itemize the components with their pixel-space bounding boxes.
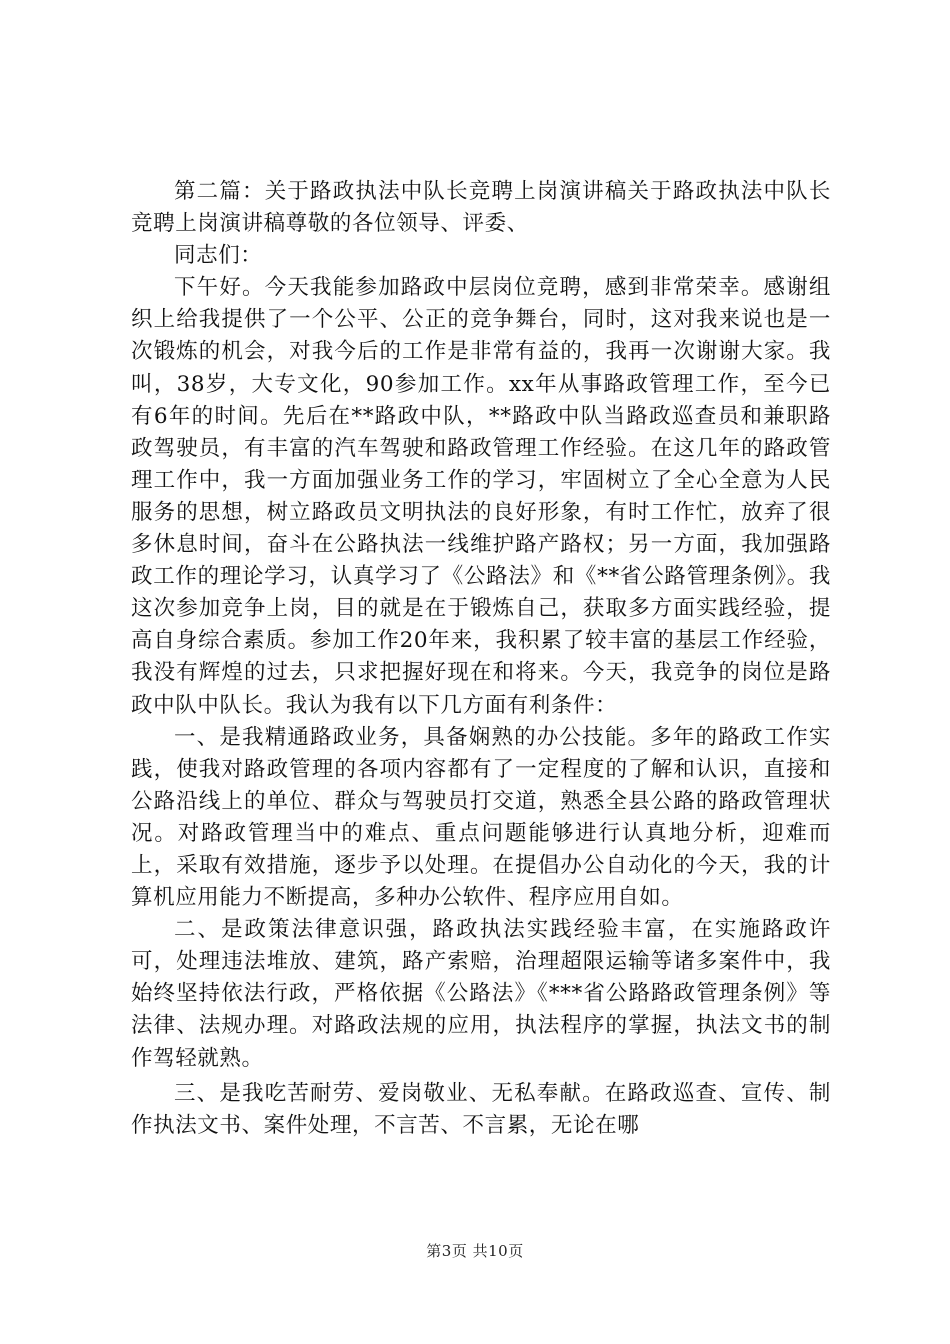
heading-paragraph: 第二篇：关于路政执法中队长竞聘上岗演讲稿关于路政执法中队长竞聘上岗演讲稿尊敬的各位领导、评委、 xyxy=(131,179,831,237)
body-paragraph-intro: 下午好。今天我能参加路政中层岗位竞聘，感到非常荣幸。感谢组织上给我提供了一个公平、公正的竞争舞台，同时，这对我来说也是一次锻炼的机会，对我今后的工作是非常有益的，我再一次谢谢大家。我叫，38岁，大专文化，90参加工作。xx年从事路政管理工作，至今已有6年的时间。先后在**路政中队，**路政中队当路政巡查员和兼职路政驾驶员，有丰富的汽车驾驶和路政管理工作经验。在这几年的路政管理工作中，我一方面加强业务工作的学习，牢固树立了全心全意为人民服务的思想，树立路政员文明执法的良好形象，有时工作忙，放弃了很多休息时间，奋斗在公路执法一线维护路产路权；另一方面，我加强路政工作的理论学习，认真学习了《公路法》和《**省公路管理条例》。我这次参加竞争上岗，目的就是在于锻炼自己，获取多方面实践经验，提高自身综合素质。参加工作20年来，我积累了较丰富的基层工作经验，我没有辉煌的过去，只求把握好现在和将来。今天，我竞争的岗位是路政中队中队长。我认为我有以下几方面有利条件： xyxy=(131,275,831,718)
document-body xyxy=(131,176,831,1142)
page-number-footer: 第3页 共10页 xyxy=(426,1242,524,1260)
body-paragraph-point-one: 一、是我精通路政业务，具备娴熟的办公技能。多年的路政工作实践，使我对路政管理的各项内容都有了一定程度的了解和认识，直接和公路沿线上的单位、群众与驾驶员打交道，熟悉全县公路的路政管理状况。对路政管理当中的难点、重点问题能够进行认真地分析，迎难而上，采取有效措施，逐步予以处理。在提倡办公自动化的今天，我的计算机应用能力不断提高，多种办公软件、程序应用自如。 xyxy=(131,724,831,911)
body-paragraph-point-three: 三、是我吃苦耐劳、爱岗敬业、无私奉献。在路政巡查、宣传、制作执法文书、案件处理，不言苦、不言累，无论在哪 xyxy=(131,1080,831,1138)
body-paragraph-point-two: 二、是政策法律意识强，路政执法实践经验丰富，在实施路政许可，处理违法堆放、建筑，路产索赔，治理超限运输等诸多案件中，我始终坚持依法行政，严格依据《公路法》《***省公路路政管理条例》等法律、法规办理。对路政法规的应用，执法程序的掌握，执法文书的制作驾轻就熟。 xyxy=(131,917,831,1071)
salutation-paragraph: 同志们： xyxy=(174,243,263,269)
